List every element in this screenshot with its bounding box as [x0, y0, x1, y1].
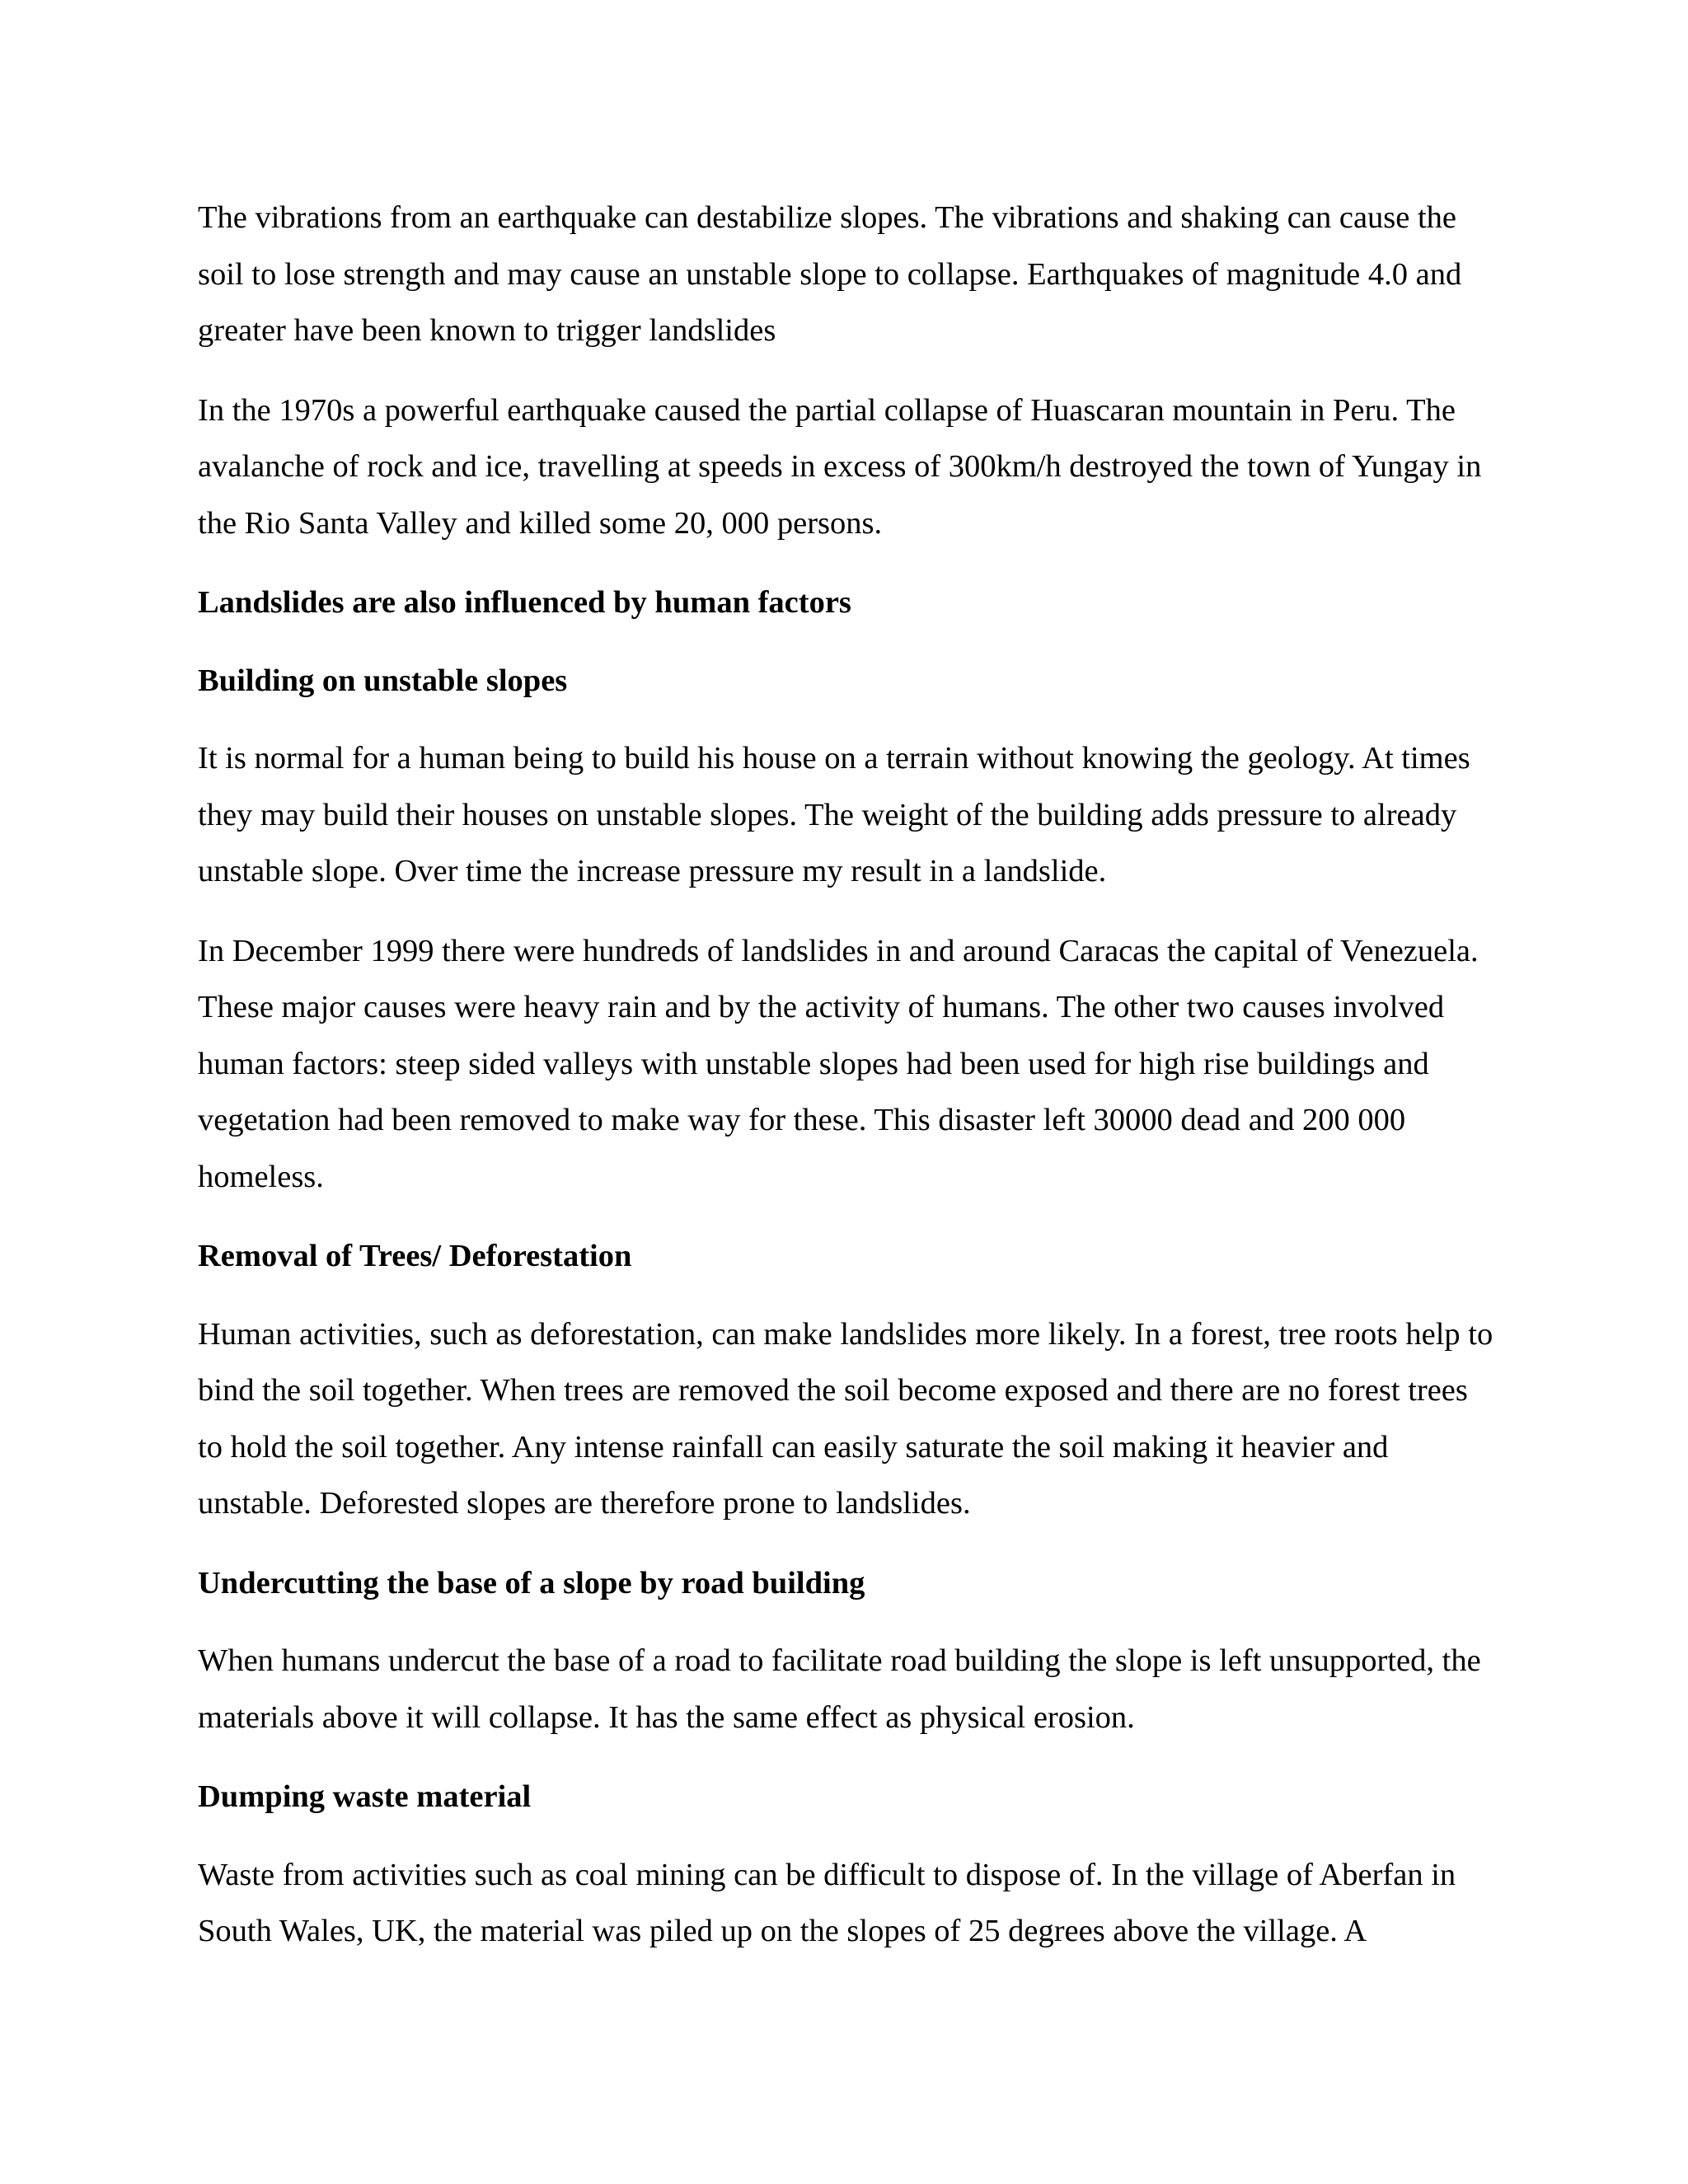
paragraph-earthquake-vibrations: The vibrations from an earthquake can destabilize slopes. The vibrations and shaking can cause the soil to lose strength and may cause an unstable slope to collapse. Earthquakes of magnitude 4.0 and greater have been known to trigger landslides	[198, 200, 1462, 348]
heading-undercutting: Undercutting the base of a slope by road building	[198, 1565, 865, 1601]
heading-dumping-waste: Dumping waste material	[198, 1779, 532, 1814]
heading-building-unstable-slopes: Building on unstable slopes	[198, 663, 568, 698]
paragraph-deforestation: Human activities, such as deforestation, can make landslides more likely. In a forest, tree roots help to bind the soil together. When trees are removed the soil become exposed and there are no forest trees to hold the soil together. Any intense rainfall can easily saturate the soil making it heavier and unstable. Deforested slopes are therefore prone to landslides.	[198, 1316, 1493, 1521]
paragraph-caracas-venezuela: In December 1999 there were hundreds of landslides in and around Caracas the capital of Venezuela. These major causes were heavy rain and by the activity of humans. The other two causes involved human factors: steep sided valleys with unstable slopes had been used for high rise buildings and vegetation had been removed to make way for these. This disaster left 30000 dead and 200 000 homeless.	[198, 933, 1479, 1194]
paragraph-undercutting: When humans undercut the base of a road to facilitate road building the slope is left unsupported, the materials above it will collapse. It has the same effect as physical erosion.	[198, 1643, 1481, 1735]
paragraph-huascaran-peru: In the 1970s a powerful earthquake caused the partial collapse of Huascaran mountain in Peru. The avalanche of rock and ice, travelling at speeds in excess of 300km/h destroyed the town of Yungay in the Rio Santa Valley and killed some 20, 000 persons.	[198, 392, 1482, 541]
paragraph-building-houses: It is normal for a human being to build his house on a terrain without knowing the geology. At times they may build their houses on unstable slopes. The weight of the building adds pressure to already unstable slope. Over time the increase pressure my result in a landslide.	[198, 741, 1470, 888]
heading-deforestation: Removal of Trees/ Deforestation	[198, 1239, 632, 1273]
document-body	[198, 190, 1500, 1983]
heading-human-factors: Landslides are also influenced by human factors	[198, 585, 851, 620]
paragraph-aberfan: Waste from activities such as coal mining can be difficult to dispose of. In the village of Aberfan in South Wales, UK, the material was piled up on the slopes of 25 degrees above the village. A	[198, 1857, 1456, 1948]
